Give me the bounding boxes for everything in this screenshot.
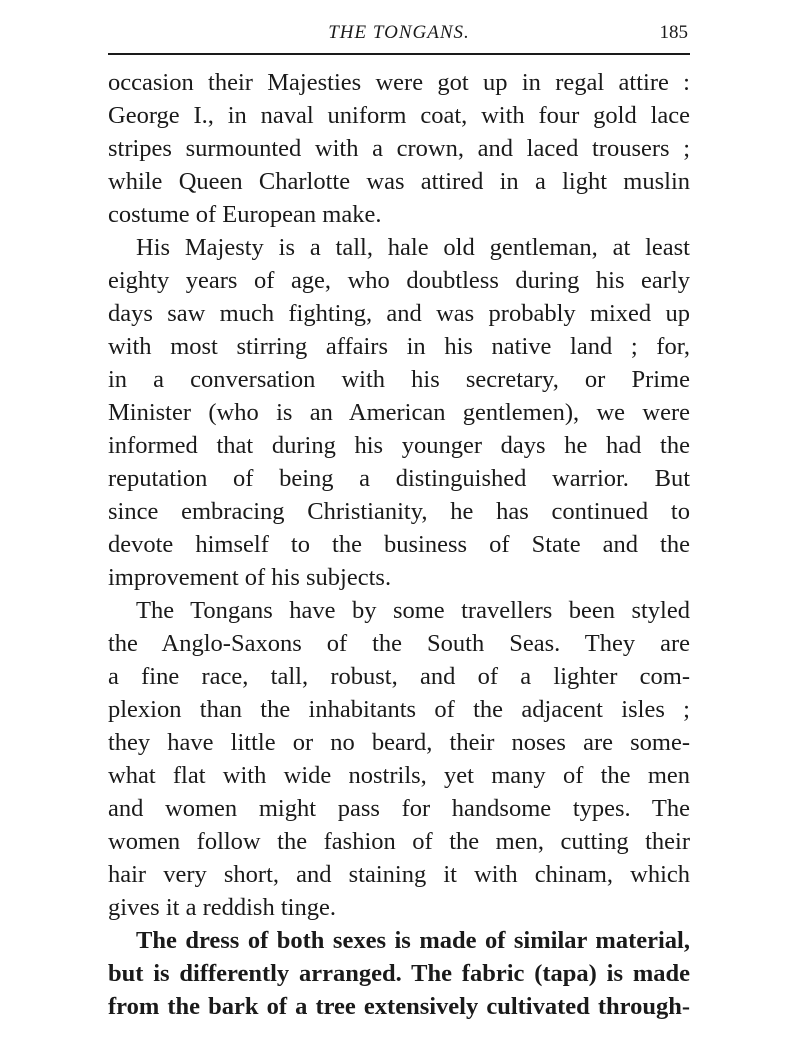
text-line: devote himself to the business of State and the: [108, 531, 690, 558]
text-line: George I., in naval uniform coat, with four gold lace: [108, 102, 690, 129]
text-line: Minister (who is an American gentlemen), we were: [108, 399, 690, 426]
running-title: THE TONGANS.: [328, 22, 470, 43]
text-line: costume of European make.: [108, 201, 382, 228]
paragraph-4: [108, 924, 690, 1023]
text-line: gives it a reddish tinge.: [108, 894, 336, 921]
running-head: [108, 22, 690, 48]
text-line: stripes surmounted with a crown, and laced trousers ;: [108, 135, 690, 162]
header-rule: [108, 53, 690, 55]
text-line: with most stirring affairs in his native land ; for,: [108, 333, 690, 360]
text-line: while Queen Charlotte was attired in a light muslin: [108, 168, 690, 195]
text-line: reputation of being a distinguished warrior. But: [108, 465, 690, 492]
text-line: but is differently arranged. The fabric (tapa) is made: [108, 960, 690, 987]
text-line: hair very short, and staining it with chinam, which: [108, 861, 690, 888]
paragraph-2: [108, 231, 690, 594]
page-number: 185: [659, 22, 688, 43]
paragraph-3: [108, 594, 690, 924]
text-line: His Majesty is a tall, hale old gentleman, at least: [136, 234, 690, 261]
body-text: [108, 66, 690, 1023]
text-line: eighty years of age, who doubtless during his early: [108, 267, 690, 294]
text-line: plexion than the inhabitants of the adjacent isles ;: [108, 696, 690, 723]
text-line: women follow the fashion of the men, cutting their: [108, 828, 690, 855]
text-line: from the bark of a tree extensively cultivated through-: [108, 993, 690, 1020]
text-line: the Anglo-Saxons of the South Seas. They are: [108, 630, 690, 657]
text-line: The dress of both sexes is made of similar material,: [136, 927, 690, 954]
text-line: since embracing Christianity, he has continued to: [108, 498, 690, 525]
text-line: a fine race, tall, robust, and of a lighter com-: [108, 663, 690, 690]
text-line: improvement of his subjects.: [108, 564, 392, 591]
text-line: what flat with wide nostrils, yet many of the men: [108, 762, 690, 789]
text-line: informed that during his younger days he had the: [108, 432, 690, 459]
text-line: The Tongans have by some travellers been styled: [136, 597, 690, 624]
text-line: in a conversation with his secretary, or Prime: [108, 366, 690, 393]
text-line: occasion their Majesties were got up in regal attire :: [108, 69, 690, 96]
paragraph-1: [108, 66, 690, 231]
text-line: they have little or no beard, their noses are some-: [108, 729, 690, 756]
text-line: days saw much fighting, and was probably mixed up: [108, 300, 690, 327]
text-line: and women might pass for handsome types. The: [108, 795, 690, 822]
